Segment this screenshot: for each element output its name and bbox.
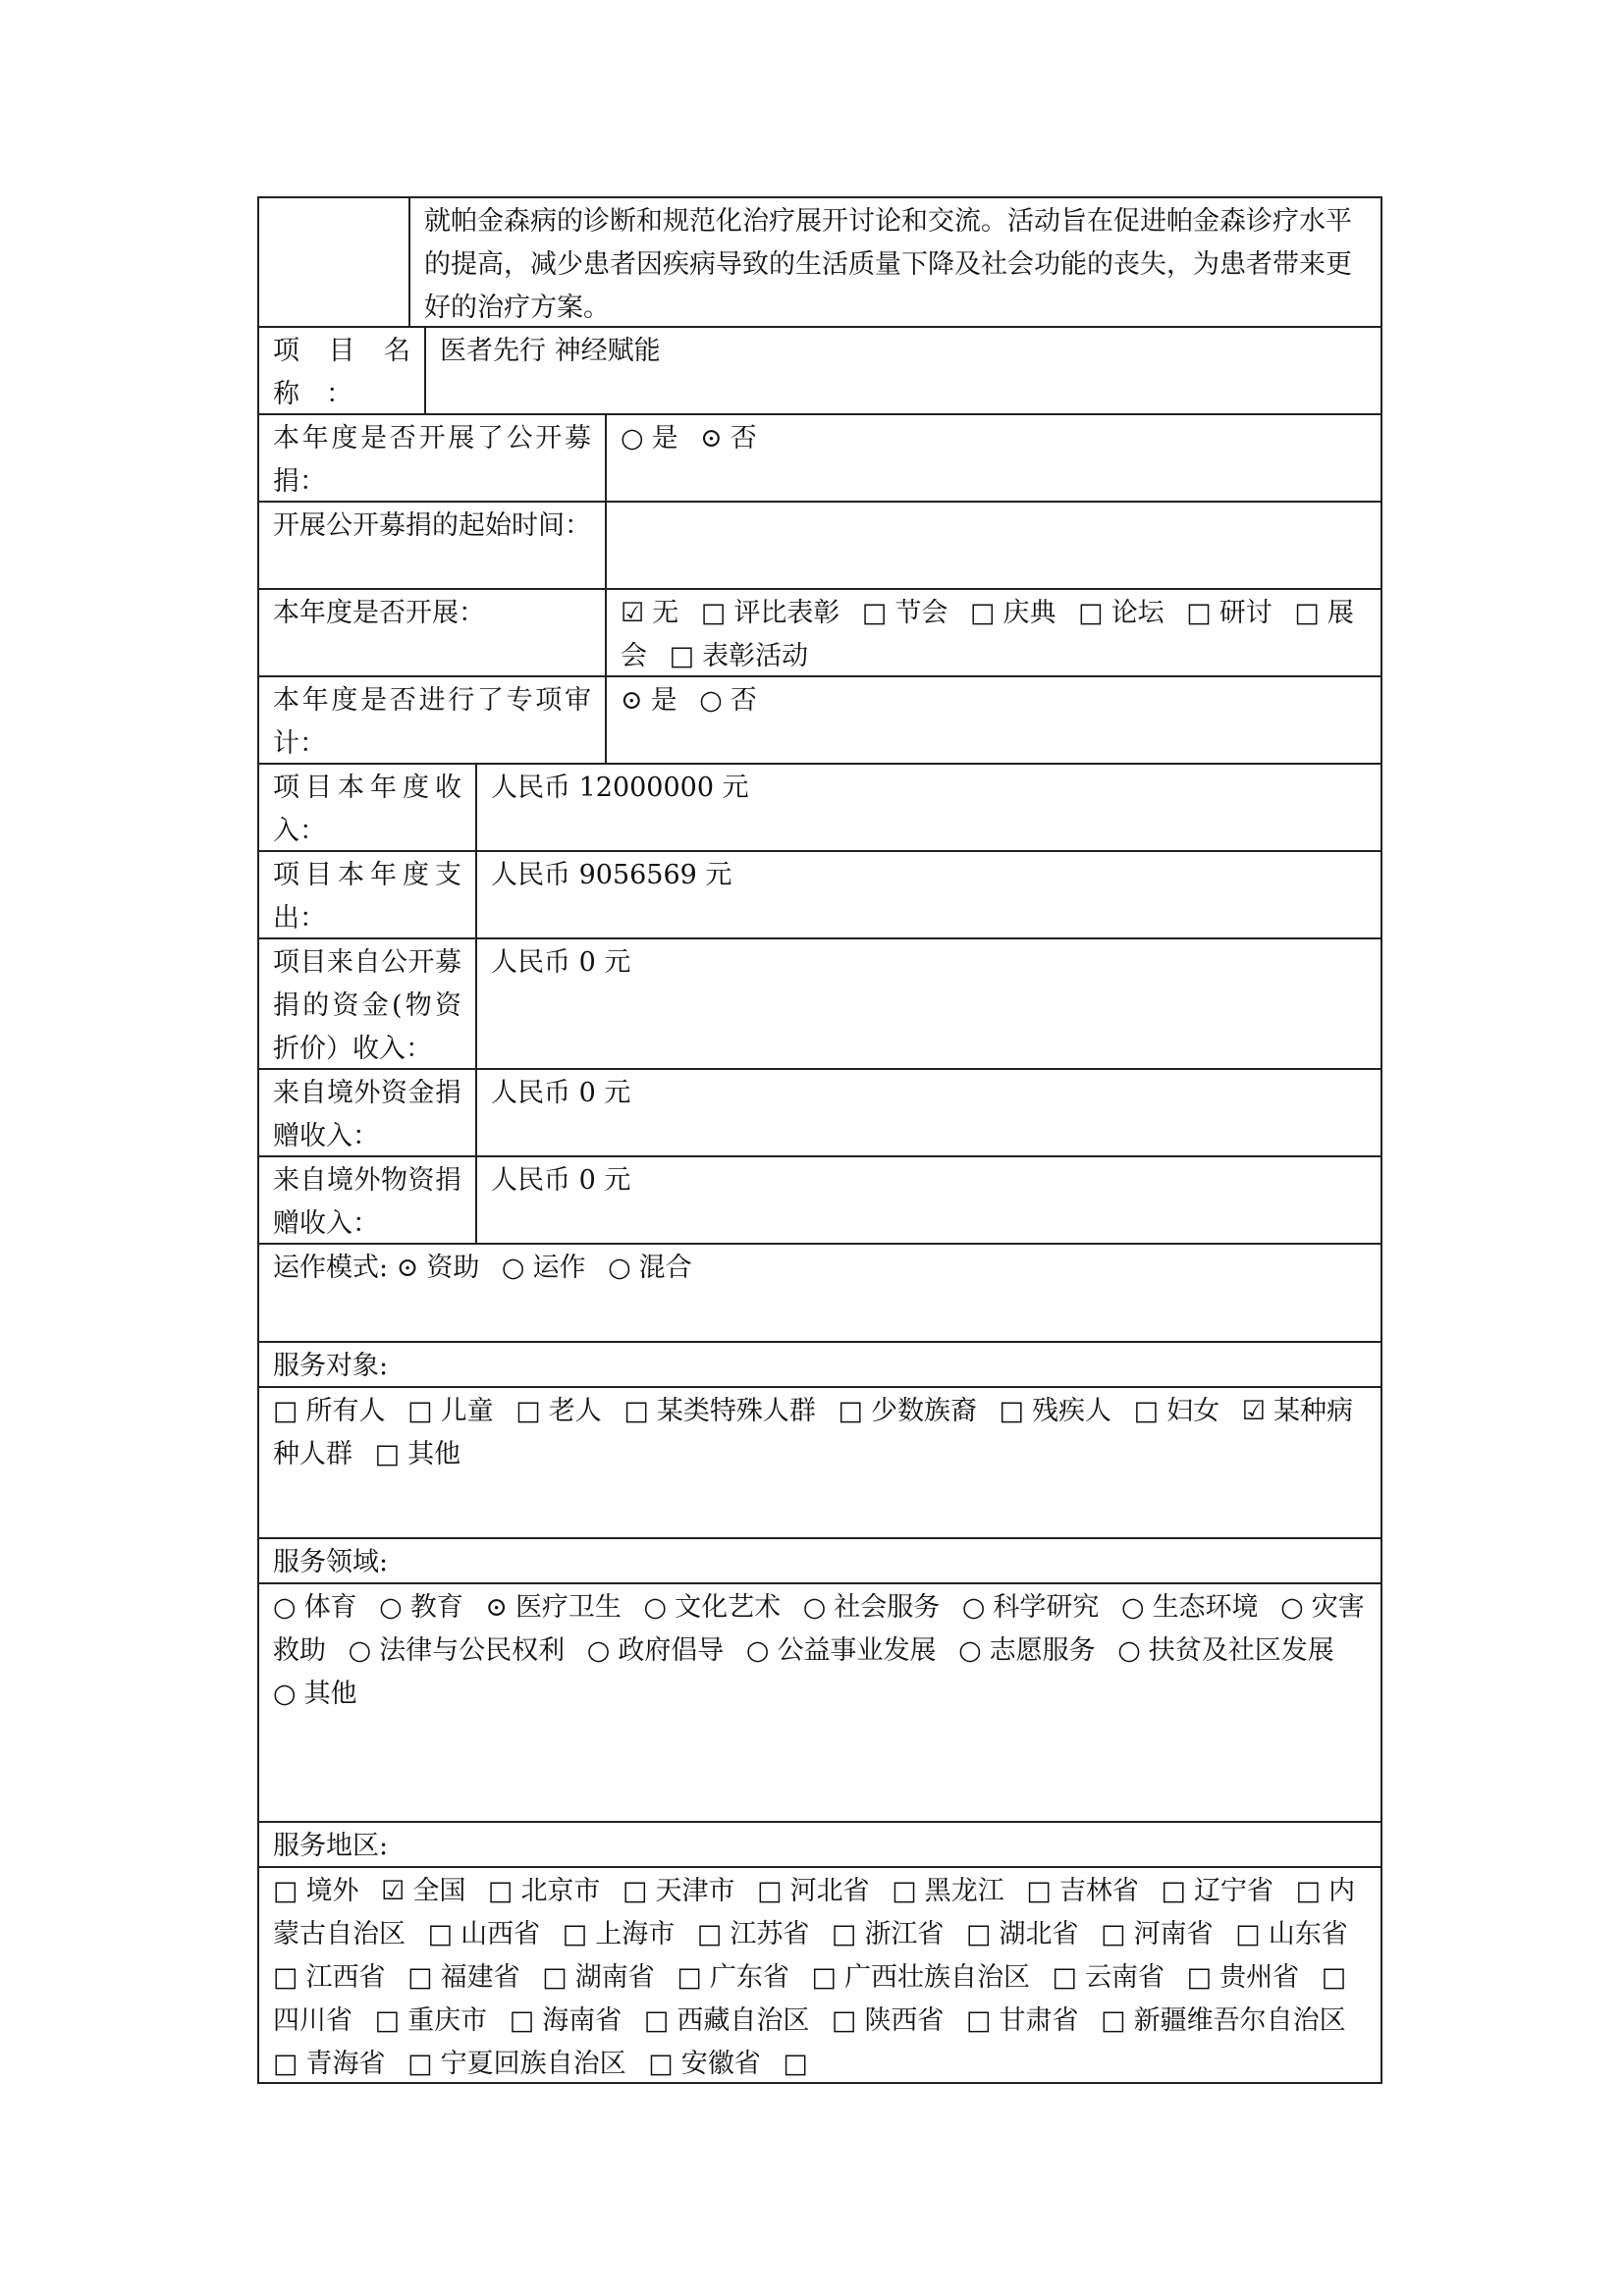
checkbox-icon: □ xyxy=(427,1919,454,1949)
option-label: 医疗卫生 xyxy=(514,1592,622,1623)
checkbox-option[interactable] xyxy=(757,1876,870,1906)
option-label: 混合 xyxy=(638,1253,692,1283)
option-label: 浙江省 xyxy=(864,1919,945,1949)
radio-empty-icon: ○ xyxy=(961,1592,986,1623)
radio-option[interactable] xyxy=(746,1635,937,1666)
checkbox-option[interactable] xyxy=(1187,1962,1300,1993)
option-label: 安徽省 xyxy=(680,2049,761,2079)
intro-text: 就帕金森病的诊断和规范化治疗展开讨论和交流。活动旨在促进帕金森诊疗水平的提高，减少患者因疾病导致的生活质量下降及社会功能的丧失，为患者带来更好的治疗方案。 xyxy=(424,206,1352,323)
checkbox-option[interactable] xyxy=(862,598,948,628)
checkbox-icon: □ xyxy=(487,1876,514,1906)
activities-row xyxy=(257,590,1382,677)
checkbox-option[interactable] xyxy=(644,2005,810,2036)
option-label: 某种病种人群 xyxy=(273,1396,1353,1469)
option-label: 体育 xyxy=(303,1592,357,1623)
checkbox-icon: □ xyxy=(1078,598,1104,628)
radio-option[interactable] xyxy=(958,1635,1096,1666)
service-fields-label: 服务领域: xyxy=(273,1547,389,1577)
checkbox-option[interactable] xyxy=(273,2049,386,2079)
radio-selected-icon: ⊙ xyxy=(621,685,643,716)
annual-income-label: 项目本年度收入： xyxy=(259,765,477,850)
option-label: 文化艺术 xyxy=(675,1592,782,1623)
option-label: 江苏省 xyxy=(730,1919,810,1949)
radio-empty-icon: ○ xyxy=(745,1635,770,1666)
option-label: 所有人 xyxy=(305,1396,386,1426)
checkbox-icon: □ xyxy=(542,1962,568,1993)
checkbox-option[interactable] xyxy=(811,1962,1030,1993)
checkbox-option[interactable] xyxy=(701,598,840,628)
checkbox-option[interactable] xyxy=(892,1876,1004,1906)
checkbox-option[interactable] xyxy=(1235,1919,1348,1949)
radio-selected-icon: ⊙ xyxy=(700,423,723,454)
special-audit-row xyxy=(257,677,1382,765)
radio-empty-icon: ○ xyxy=(1121,1592,1145,1623)
checkbox-option[interactable] xyxy=(832,2005,945,2036)
checkbox-option[interactable] xyxy=(428,1919,541,1949)
option-label: 黑龙江 xyxy=(924,1876,1004,1906)
option-label: 公益事业发展 xyxy=(777,1635,937,1666)
option-label: 境外 xyxy=(305,1876,359,1906)
checkbox-option[interactable] xyxy=(407,1396,494,1426)
option-label: 新疆维吾尔自治区 xyxy=(1133,2005,1346,2036)
radio-option[interactable] xyxy=(397,1253,480,1283)
service-regions-options xyxy=(259,1868,1380,2082)
checkbox-icon: □ xyxy=(757,1876,783,1906)
option-label: 西藏自治区 xyxy=(677,2005,810,2036)
checkbox-icon: □ xyxy=(677,1962,702,1993)
option-label: 志愿服务 xyxy=(989,1635,1096,1666)
option-label: 是 xyxy=(650,685,677,716)
option-label: 教育 xyxy=(409,1592,463,1623)
option-label: 是 xyxy=(651,423,678,454)
checkbox-option[interactable] xyxy=(621,598,678,628)
radio-option[interactable] xyxy=(587,1635,725,1666)
checkbox-option[interactable] xyxy=(1078,598,1164,628)
service-fields-header-row xyxy=(257,1539,1382,1584)
checkbox-icon: □ xyxy=(273,2049,298,2079)
checkbox-icon: □ xyxy=(562,1919,588,1949)
checkbox-option[interactable] xyxy=(1026,1876,1139,1906)
radio-empty-icon: ○ xyxy=(802,1592,827,1623)
option-label: 重庆市 xyxy=(407,2005,488,2036)
checkbox-icon: □ xyxy=(374,1439,401,1469)
checkbox-icon: □ xyxy=(1101,1919,1126,1949)
checkbox-icon: □ xyxy=(700,598,727,628)
annual-income-row xyxy=(257,765,1382,852)
option-label: 少数族裔 xyxy=(870,1396,977,1426)
option-label: 节会 xyxy=(894,598,948,628)
option-label: 四川省 xyxy=(273,2005,352,2036)
checkbox-icon: □ xyxy=(1161,1876,1186,1906)
checkbox-option[interactable] xyxy=(966,2005,1079,2036)
service-targets-header-row xyxy=(257,1343,1382,1388)
option-label: 资助 xyxy=(426,1253,480,1283)
fundraising-start-label: 开展公开募捐的起始时间： xyxy=(259,503,607,588)
radio-option[interactable] xyxy=(803,1592,941,1623)
radio-empty-icon: ○ xyxy=(379,1592,403,1623)
checkbox-option[interactable] xyxy=(677,1962,789,1993)
checkbox-option[interactable] xyxy=(542,1962,655,1993)
option-label: 展会 xyxy=(621,598,1354,671)
checkbox-icon: □ xyxy=(966,2005,992,2036)
fundraising-start-value xyxy=(607,503,1380,588)
checkbox-option[interactable] xyxy=(1101,1919,1214,1949)
option-label: 湖北省 xyxy=(999,1919,1079,1949)
radio-selected-icon: ⊙ xyxy=(396,1253,419,1283)
checkbox-option[interactable] xyxy=(273,1962,386,1993)
checkbox-option[interactable] xyxy=(648,2049,761,2079)
option-label: 河北省 xyxy=(789,1876,870,1906)
option-label: 其他 xyxy=(407,1439,461,1469)
checkbox-icon: □ xyxy=(1235,1919,1261,1949)
checkbox-icon: □ xyxy=(1186,1962,1213,1993)
checkbox-icon: □ xyxy=(623,1396,649,1426)
checkbox-option[interactable] xyxy=(783,2049,816,2079)
option-label: 法律与公民权利 xyxy=(379,1635,566,1666)
checkbox-icon: □ xyxy=(1133,1396,1160,1426)
service-fields-options xyxy=(259,1584,1380,1821)
radio-option[interactable] xyxy=(1121,1592,1259,1623)
radio-empty-icon: ○ xyxy=(699,685,723,716)
activities-label: 本年度是否开展： xyxy=(259,590,607,675)
radio-option[interactable] xyxy=(699,685,757,716)
option-label: 江西省 xyxy=(305,1962,386,1993)
option-label: 妇女 xyxy=(1166,1396,1220,1426)
option-label: 广西壮族自治区 xyxy=(843,1962,1030,1993)
option-label: 否 xyxy=(730,685,757,716)
radio-option[interactable] xyxy=(621,685,677,716)
checkbox-option[interactable] xyxy=(375,2005,488,2036)
option-label: 社会服务 xyxy=(834,1592,941,1623)
option-label: 论坛 xyxy=(1110,598,1164,628)
checkbox-icon: □ xyxy=(515,1396,541,1426)
activities-options xyxy=(607,590,1380,675)
checkbox-option[interactable] xyxy=(273,1876,359,1906)
annual-expense-value: 人民币 9056569 元 xyxy=(491,860,732,890)
intro-label-cell xyxy=(259,198,410,326)
option-label: 福建省 xyxy=(440,1962,520,1993)
option-label: 上海市 xyxy=(595,1919,676,1949)
radio-option[interactable] xyxy=(273,1679,357,1709)
checkbox-option[interactable] xyxy=(697,1919,810,1949)
checkbox-icon: □ xyxy=(509,2005,535,2036)
operation-mode-cell xyxy=(259,1245,1380,1341)
option-label: 灾害救助 xyxy=(273,1592,1365,1666)
checkbox-icon: □ xyxy=(623,1876,648,1906)
service-targets-options-row xyxy=(257,1388,1382,1539)
option-label: 表彰活动 xyxy=(702,641,809,671)
checkbox-option[interactable] xyxy=(375,1439,461,1469)
option-label: 某类特殊人群 xyxy=(656,1396,816,1426)
option-label: 广东省 xyxy=(709,1962,789,1993)
radio-option[interactable] xyxy=(700,423,757,454)
annual-income-value: 人民币 12000000 元 xyxy=(491,773,749,803)
radio-option[interactable] xyxy=(621,423,678,454)
operation-mode-row xyxy=(257,1245,1382,1343)
checkbox-option[interactable] xyxy=(407,2049,626,2079)
checkbox-icon: □ xyxy=(374,2005,401,2036)
checkbox-option[interactable] xyxy=(1101,2005,1346,2036)
option-label: 青海省 xyxy=(305,2049,386,2079)
public-fundraising-options xyxy=(607,415,1380,501)
radio-option[interactable] xyxy=(644,1592,782,1623)
foreign-goods-value: 人民币 0 元 xyxy=(491,1165,631,1196)
operation-mode-label: 运作模式: xyxy=(273,1253,389,1283)
option-label: 甘肃省 xyxy=(999,2005,1079,2036)
option-label: 庆典 xyxy=(1002,598,1056,628)
checkbox-icon: □ xyxy=(831,1919,857,1949)
radio-option[interactable] xyxy=(349,1635,566,1666)
radio-empty-icon: ○ xyxy=(586,1635,611,1666)
special-audit-label: 本年度是否进行了专项审计： xyxy=(259,677,607,763)
radio-empty-icon: ○ xyxy=(643,1592,668,1623)
option-label: 生态环境 xyxy=(1152,1592,1259,1623)
foreign-funds-value: 人民币 0 元 xyxy=(491,1078,631,1108)
checkbox-icon: □ xyxy=(273,1396,298,1426)
checkbox-icon: □ xyxy=(811,1962,837,1993)
option-label: 河南省 xyxy=(1133,1919,1214,1949)
project-name-label: 项 目 名 称 ： xyxy=(259,328,426,413)
radio-option[interactable] xyxy=(502,1253,586,1283)
option-label: 云南省 xyxy=(1085,1962,1165,1993)
option-label: 贵州省 xyxy=(1219,1962,1300,1993)
option-label: 吉林省 xyxy=(1058,1876,1139,1906)
option-label: 政府倡导 xyxy=(618,1635,725,1666)
option-label: 扶贫及社区发展 xyxy=(1148,1635,1334,1666)
checkbox-checked-icon: ☑ xyxy=(381,1876,406,1906)
checkbox-option[interactable] xyxy=(670,641,809,671)
public-funds-income-row xyxy=(257,939,1382,1070)
radio-option[interactable] xyxy=(379,1592,463,1623)
option-label: 评比表彰 xyxy=(733,598,840,628)
checkbox-option[interactable] xyxy=(623,1396,816,1426)
checkbox-option[interactable] xyxy=(515,1396,602,1426)
checkbox-option[interactable] xyxy=(623,1876,735,1906)
checkbox-icon: □ xyxy=(696,1919,723,1949)
project-info-form xyxy=(257,196,1382,2084)
checkbox-option[interactable] xyxy=(563,1919,676,1949)
radio-selected-icon: ⊙ xyxy=(485,1592,508,1623)
service-fields-options-row xyxy=(257,1584,1382,1823)
checkbox-icon: □ xyxy=(999,1396,1025,1426)
radio-empty-icon: ○ xyxy=(273,1592,297,1623)
checkbox-option[interactable] xyxy=(1134,1396,1220,1426)
service-regions-header-row xyxy=(257,1823,1382,1868)
checkbox-icon: □ xyxy=(1101,2005,1126,2036)
public-fundraising-label: 本年度是否开展了公开募捐： xyxy=(259,415,607,501)
checkbox-option[interactable] xyxy=(832,1919,945,1949)
checkbox-icon: □ xyxy=(1052,1962,1078,1993)
project-name-value: 医者先行 神经赋能 xyxy=(440,336,661,366)
option-label: 运作 xyxy=(532,1253,586,1283)
option-label: 其他 xyxy=(303,1679,357,1709)
option-label: 陕西省 xyxy=(864,2005,945,2036)
service-regions-options-row xyxy=(257,1868,1382,2084)
foreign-goods-label: 来自境外物资捐赠收入： xyxy=(259,1157,477,1243)
checkbox-option[interactable] xyxy=(1053,1962,1165,1993)
service-regions-label: 服务地区: xyxy=(273,1831,389,1861)
option-label: 否 xyxy=(730,423,757,454)
checkbox-option[interactable] xyxy=(273,1396,386,1426)
public-funds-income-value: 人民币 0 元 xyxy=(491,947,631,978)
checkbox-checked-icon: ☑ xyxy=(621,598,645,628)
radio-empty-icon: ○ xyxy=(621,423,644,454)
radio-option[interactable] xyxy=(962,1592,1100,1623)
checkbox-option[interactable] xyxy=(488,1876,601,1906)
special-audit-options xyxy=(607,677,1380,763)
checkbox-icon: □ xyxy=(1026,1876,1052,1906)
option-label: 老人 xyxy=(548,1396,602,1426)
option-label: 儿童 xyxy=(440,1396,494,1426)
checkbox-icon: □ xyxy=(970,598,996,628)
annual-expense-row xyxy=(257,852,1382,939)
checkbox-icon: □ xyxy=(273,1962,298,1993)
option-label: 残疾人 xyxy=(1032,1396,1112,1426)
checkbox-icon: □ xyxy=(1294,598,1320,628)
checkbox-option[interactable] xyxy=(1000,1396,1112,1426)
radio-option[interactable] xyxy=(485,1592,622,1623)
option-label: 科学研究 xyxy=(993,1592,1100,1623)
option-label: 全国 xyxy=(412,1876,466,1906)
checkbox-icon: □ xyxy=(648,2049,674,2079)
radio-empty-icon: ○ xyxy=(273,1679,297,1709)
fundraising-start-row xyxy=(257,503,1382,590)
intro-row xyxy=(257,196,1382,328)
checkbox-option[interactable] xyxy=(966,1919,1079,1949)
option-label: 研讨 xyxy=(1218,598,1272,628)
radio-empty-icon: ○ xyxy=(348,1635,372,1666)
option-label: 海南省 xyxy=(542,2005,623,2036)
checkbox-icon: □ xyxy=(1321,1962,1347,1993)
annual-expense-label: 项目本年度支出： xyxy=(259,852,477,937)
checkbox-option[interactable] xyxy=(1161,1876,1273,1906)
checkbox-icon: □ xyxy=(1295,1876,1322,1906)
checkbox-icon: □ xyxy=(1186,598,1212,628)
checkbox-icon: □ xyxy=(783,2049,808,2079)
radio-empty-icon: ○ xyxy=(501,1253,525,1283)
radio-option[interactable] xyxy=(608,1253,692,1283)
service-targets-label: 服务对象: xyxy=(273,1351,389,1381)
checkbox-icon: □ xyxy=(892,1876,917,1906)
radio-option[interactable] xyxy=(273,1592,357,1623)
checkbox-icon: □ xyxy=(831,2005,857,2036)
option-label: 北京市 xyxy=(520,1876,601,1906)
option-label: 天津市 xyxy=(655,1876,735,1906)
option-label: 湖南省 xyxy=(574,1962,655,1993)
option-label: 内蒙古自治区 xyxy=(273,1876,1356,1949)
foreign-funds-row xyxy=(257,1070,1382,1157)
public-funds-income-label: 项目来自公开募捐的资金(物资折价）收入： xyxy=(259,939,477,1068)
radio-empty-icon: ○ xyxy=(608,1253,631,1283)
checkbox-checked-icon: ☑ xyxy=(1241,1396,1266,1426)
option-label: 山西省 xyxy=(460,1919,541,1949)
checkbox-option[interactable] xyxy=(970,598,1056,628)
option-label: 无 xyxy=(652,598,679,628)
project-name-row xyxy=(257,328,1382,415)
checkbox-option[interactable] xyxy=(407,1962,520,1993)
checkbox-icon: □ xyxy=(966,1919,992,1949)
radio-empty-icon: ○ xyxy=(958,1635,982,1666)
foreign-goods-row xyxy=(257,1157,1382,1245)
checkbox-option[interactable] xyxy=(1186,598,1272,628)
checkbox-option[interactable] xyxy=(510,2005,623,2036)
checkbox-icon: □ xyxy=(407,1962,433,1993)
public-fundraising-row xyxy=(257,415,1382,503)
checkbox-icon: □ xyxy=(407,2049,433,2079)
option-label: 山东省 xyxy=(1268,1919,1348,1949)
checkbox-icon: □ xyxy=(861,598,888,628)
checkbox-icon: □ xyxy=(643,2005,670,2036)
checkbox-option[interactable] xyxy=(838,1396,977,1426)
checkbox-icon: □ xyxy=(669,641,695,671)
checkbox-icon: □ xyxy=(273,1876,298,1906)
option-label: 辽宁省 xyxy=(1193,1876,1273,1906)
service-targets-options xyxy=(259,1388,1380,1537)
radio-empty-icon: ○ xyxy=(1117,1635,1141,1666)
radio-option[interactable] xyxy=(1117,1635,1334,1666)
foreign-funds-label: 来自境外资金捐赠收入： xyxy=(259,1070,477,1155)
checkbox-icon: □ xyxy=(838,1396,863,1426)
option-label: 宁夏回族自治区 xyxy=(440,2049,626,2079)
radio-empty-icon: ○ xyxy=(1280,1592,1304,1623)
checkbox-option[interactable] xyxy=(381,1876,465,1906)
checkbox-icon: □ xyxy=(407,1396,433,1426)
